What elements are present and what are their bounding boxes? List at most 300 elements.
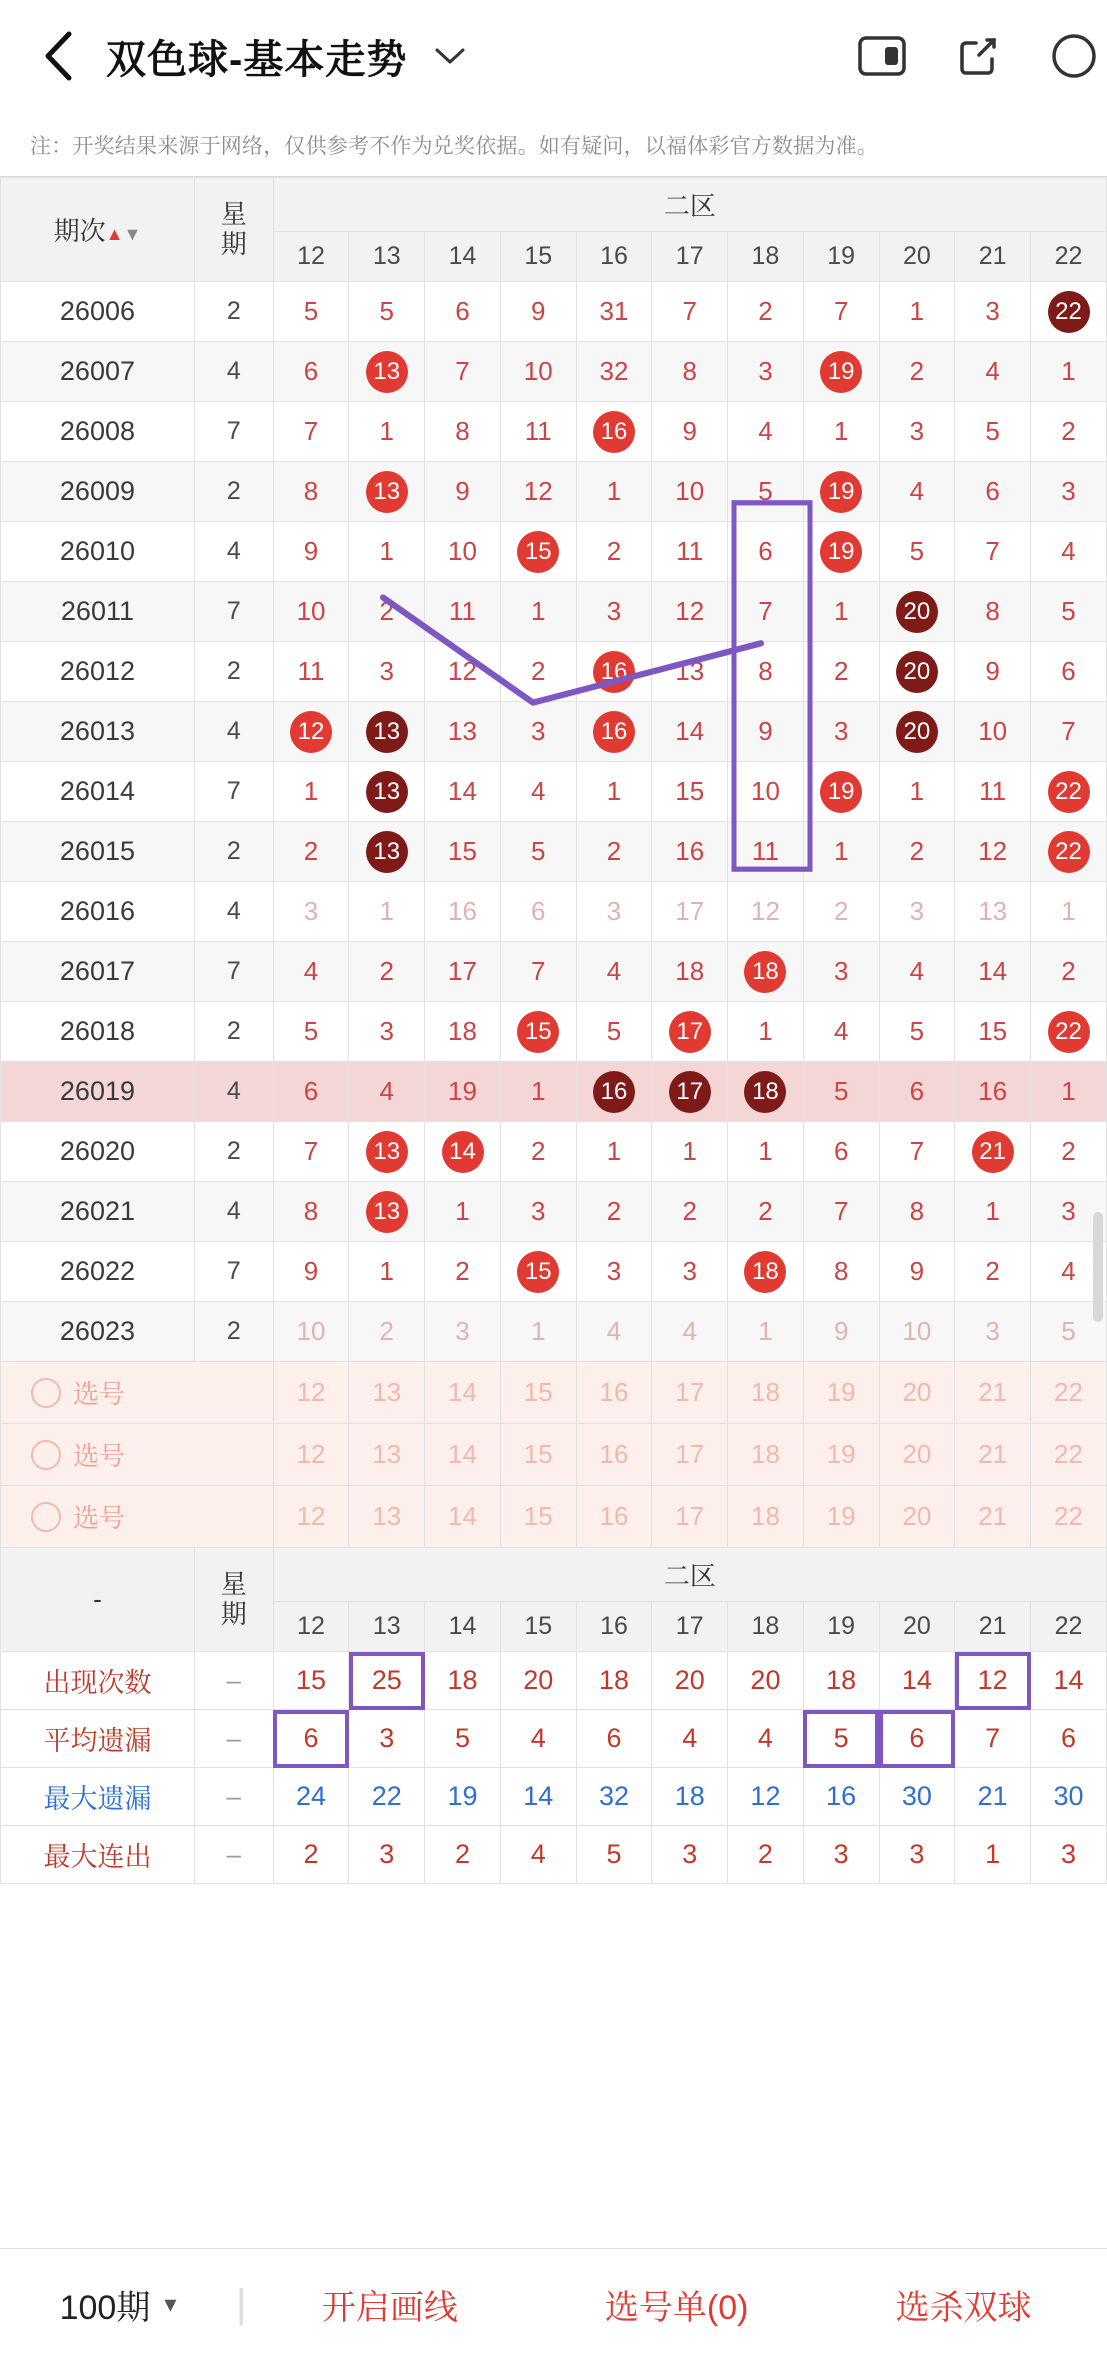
pick-row[interactable] [1,1486,1107,1548]
hit-cell[interactable] [728,942,804,1002]
miss-cell[interactable]: 3 [1031,1182,1107,1242]
miss-cell[interactable]: 1 [879,282,955,342]
miss-cell[interactable]: 3 [803,702,879,762]
pick-sheet-button[interactable]: 选号单(0) [604,2289,749,2327]
miss-cell[interactable]: 5 [273,282,349,342]
header-issue[interactable]: - [1,1548,195,1652]
miss-cell[interactable]: 2 [500,1122,576,1182]
miss-cell[interactable]: 1 [576,762,652,822]
col-number-19[interactable]: 19 [803,232,879,282]
miss-cell[interactable]: 10 [728,762,804,822]
row-issue[interactable]: 26018 [1,1002,195,1062]
pick-cell[interactable]: 16 [576,1362,652,1424]
pick-row[interactable] [1,1424,1107,1486]
miss-cell[interactable]: 2 [576,1182,652,1242]
row-issue[interactable]: 26012 [1,642,195,702]
miss-cell[interactable]: 10 [879,1302,955,1362]
miss-cell[interactable]: 10 [273,1302,349,1362]
pick-cell[interactable]: 12 [273,1362,349,1424]
pick-cell[interactable]: 18 [728,1424,804,1486]
back-button[interactable] [28,26,88,86]
miss-cell[interactable]: 1 [728,1122,804,1182]
pick-cell[interactable]: 12 [273,1424,349,1486]
miss-cell[interactable]: 1 [349,402,425,462]
table-row[interactable] [1,1302,1107,1362]
miss-cell[interactable]: 19 [425,1062,501,1122]
miss-cell[interactable]: 4 [576,1302,652,1362]
miss-cell[interactable]: 17 [652,882,728,942]
hit-cell[interactable] [1031,282,1107,342]
miss-cell[interactable]: 1 [1031,342,1107,402]
pick-row[interactable] [1,1362,1107,1424]
hit-cell[interactable] [576,642,652,702]
more-icon[interactable] [1043,25,1105,87]
miss-cell[interactable]: 9 [273,522,349,582]
miss-cell[interactable]: 11 [425,582,501,642]
split-window-icon[interactable] [851,25,913,87]
pick-cell[interactable]: 22 [1031,1362,1107,1424]
miss-cell[interactable]: 7 [955,522,1031,582]
miss-cell[interactable]: 5 [1031,582,1107,642]
miss-cell[interactable]: 4 [652,1302,728,1362]
hit-cell[interactable] [803,462,879,522]
row-issue[interactable]: 26020 [1,1122,195,1182]
pick-cell[interactable]: 14 [425,1424,501,1486]
miss-cell[interactable]: 3 [1031,462,1107,522]
miss-cell[interactable]: 18 [652,942,728,1002]
miss-cell[interactable]: 3 [652,1242,728,1302]
hit-cell[interactable] [803,762,879,822]
miss-cell[interactable]: 3 [349,1002,425,1062]
hit-cell[interactable] [879,582,955,642]
miss-cell[interactable]: 5 [500,822,576,882]
row-issue[interactable]: 26021 [1,1182,195,1242]
miss-cell[interactable]: 13 [425,702,501,762]
miss-cell[interactable]: 7 [273,1122,349,1182]
miss-cell[interactable]: 2 [576,522,652,582]
miss-cell[interactable]: 9 [425,462,501,522]
miss-cell[interactable]: 1 [349,1242,425,1302]
miss-cell[interactable]: 10 [273,582,349,642]
hit-cell[interactable] [349,822,425,882]
miss-cell[interactable]: 11 [652,522,728,582]
miss-cell[interactable]: 8 [955,582,1031,642]
miss-cell[interactable]: 7 [500,942,576,1002]
miss-cell[interactable]: 1 [728,1302,804,1362]
miss-cell[interactable]: 9 [652,402,728,462]
miss-cell[interactable]: 8 [273,462,349,522]
miss-cell[interactable]: 15 [652,762,728,822]
miss-cell[interactable]: 2 [273,822,349,882]
col-number-18[interactable]: 18 [728,232,804,282]
miss-cell[interactable]: 6 [955,462,1031,522]
row-issue[interactable]: 26014 [1,762,195,822]
pick-label[interactable]: 选号 [1,1486,274,1548]
miss-cell[interactable]: 13 [652,642,728,702]
miss-cell[interactable]: 1 [1031,882,1107,942]
hit-cell[interactable] [349,762,425,822]
miss-cell[interactable]: 2 [349,582,425,642]
miss-cell[interactable]: 1 [425,1182,501,1242]
miss-cell[interactable]: 6 [273,1062,349,1122]
miss-cell[interactable]: 2 [500,642,576,702]
miss-cell[interactable]: 14 [955,942,1031,1002]
col-number-20[interactable]: 20 [879,232,955,282]
col-number-15[interactable]: 15 [500,232,576,282]
miss-cell[interactable]: 1 [879,762,955,822]
miss-cell[interactable]: 4 [273,942,349,1002]
pick-cell[interactable]: 21 [955,1362,1031,1424]
table-row[interactable] [1,942,1107,1002]
miss-cell[interactable]: 7 [273,402,349,462]
miss-cell[interactable]: 16 [652,822,728,882]
miss-cell[interactable]: 9 [728,702,804,762]
miss-cell[interactable]: 3 [803,942,879,1002]
row-issue[interactable]: 26016 [1,882,195,942]
hit-cell[interactable] [349,702,425,762]
col-number-13[interactable]: 13 [349,1602,425,1652]
table-row[interactable] [1,702,1107,762]
pick-cell[interactable]: 16 [576,1486,652,1548]
pick-cell[interactable]: 14 [425,1362,501,1424]
col-number-19[interactable]: 19 [803,1602,879,1652]
row-issue[interactable]: 26017 [1,942,195,1002]
pick-cell[interactable]: 22 [1031,1486,1107,1548]
hit-cell[interactable] [728,1062,804,1122]
hit-cell[interactable] [500,1002,576,1062]
miss-cell[interactable]: 5 [576,1002,652,1062]
pick-cell[interactable]: 17 [652,1486,728,1548]
miss-cell[interactable]: 1 [728,1002,804,1062]
hit-cell[interactable] [349,462,425,522]
draw-line-button[interactable]: 开启画线 [321,2289,458,2327]
pick-cell[interactable]: 21 [955,1486,1031,1548]
miss-cell[interactable]: 2 [879,822,955,882]
miss-cell[interactable]: 5 [728,462,804,522]
row-issue[interactable]: 26010 [1,522,195,582]
miss-cell[interactable]: 4 [1031,1242,1107,1302]
miss-cell[interactable]: 5 [803,1062,879,1122]
row-issue[interactable]: 26011 [1,582,195,642]
miss-cell[interactable]: 5 [349,282,425,342]
miss-cell[interactable]: 6 [500,882,576,942]
miss-cell[interactable]: 4 [500,762,576,822]
miss-cell[interactable]: 9 [500,282,576,342]
miss-cell[interactable]: 9 [955,642,1031,702]
miss-cell[interactable]: 1 [576,462,652,522]
table-row[interactable] [1,522,1107,582]
miss-cell[interactable]: 1 [1031,1062,1107,1122]
hit-cell[interactable] [500,1242,576,1302]
miss-cell[interactable]: 3 [955,282,1031,342]
miss-cell[interactable]: 1 [500,1302,576,1362]
pick-cell[interactable]: 13 [349,1424,425,1486]
col-number-21[interactable]: 21 [955,232,1031,282]
row-issue[interactable]: 26015 [1,822,195,882]
miss-cell[interactable]: 5 [879,1002,955,1062]
miss-cell[interactable]: 3 [728,342,804,402]
miss-cell[interactable]: 12 [728,882,804,942]
hit-cell[interactable] [576,402,652,462]
miss-cell[interactable]: 16 [425,882,501,942]
table-row[interactable] [1,1122,1107,1182]
hit-cell[interactable] [728,1242,804,1302]
pick-cell[interactable]: 16 [576,1424,652,1486]
col-number-20[interactable]: 20 [879,1602,955,1652]
miss-cell[interactable]: 10 [652,462,728,522]
miss-cell[interactable]: 12 [500,462,576,522]
miss-cell[interactable]: 6 [273,342,349,402]
col-number-16[interactable]: 16 [576,232,652,282]
col-number-22[interactable]: 22 [1031,1602,1107,1652]
table-row[interactable] [1,402,1107,462]
miss-cell[interactable]: 2 [728,1182,804,1242]
table-row[interactable] [1,1002,1107,1062]
miss-cell[interactable]: 2 [1031,402,1107,462]
table-row[interactable] [1,1182,1107,1242]
pick-cell[interactable]: 18 [728,1362,804,1424]
col-number-18[interactable]: 18 [728,1602,804,1652]
header-issue-sort[interactable]: 期次▲▼ [1,178,195,282]
miss-cell[interactable]: 2 [349,1302,425,1362]
miss-cell[interactable]: 2 [803,642,879,702]
miss-cell[interactable]: 7 [1031,702,1107,762]
miss-cell[interactable]: 3 [425,1302,501,1362]
table-row[interactable] [1,1062,1107,1122]
row-issue[interactable]: 26023 [1,1302,195,1362]
pick-cell[interactable]: 19 [803,1362,879,1424]
miss-cell[interactable]: 2 [879,342,955,402]
miss-cell[interactable]: 5 [955,402,1031,462]
miss-cell[interactable]: 11 [500,402,576,462]
col-number-15[interactable]: 15 [500,1602,576,1652]
miss-cell[interactable]: 8 [652,342,728,402]
miss-cell[interactable]: 6 [425,282,501,342]
miss-cell[interactable]: 3 [576,582,652,642]
miss-cell[interactable]: 3 [500,702,576,762]
pick-cell[interactable]: 13 [349,1486,425,1548]
row-issue[interactable]: 26006 [1,282,195,342]
miss-cell[interactable]: 2 [728,282,804,342]
miss-cell[interactable]: 7 [803,1182,879,1242]
pick-cell[interactable]: 20 [879,1424,955,1486]
miss-cell[interactable]: 8 [273,1182,349,1242]
miss-cell[interactable]: 5 [273,1002,349,1062]
hit-cell[interactable] [1031,822,1107,882]
table-row[interactable] [1,342,1107,402]
table-row[interactable] [1,822,1107,882]
miss-cell[interactable]: 8 [425,402,501,462]
miss-cell[interactable]: 17 [425,942,501,1002]
miss-cell[interactable]: 12 [955,822,1031,882]
miss-cell[interactable]: 1 [500,582,576,642]
miss-cell[interactable]: 7 [652,282,728,342]
hit-cell[interactable] [349,1182,425,1242]
miss-cell[interactable]: 8 [728,642,804,702]
miss-cell[interactable]: 2 [425,1242,501,1302]
miss-cell[interactable]: 11 [273,642,349,702]
miss-cell[interactable]: 12 [652,582,728,642]
hit-cell[interactable] [349,1122,425,1182]
pick-cell[interactable]: 21 [955,1424,1031,1486]
hit-cell[interactable] [652,1062,728,1122]
miss-cell[interactable]: 8 [879,1182,955,1242]
miss-cell[interactable]: 7 [425,342,501,402]
col-number-14[interactable]: 14 [425,1602,501,1652]
miss-cell[interactable]: 14 [425,762,501,822]
miss-cell[interactable]: 16 [955,1062,1031,1122]
pick-cell[interactable]: 12 [273,1486,349,1548]
hit-cell[interactable] [879,702,955,762]
miss-cell[interactable]: 4 [879,462,955,522]
table-row[interactable] [1,1242,1107,1302]
miss-cell[interactable]: 11 [955,762,1031,822]
miss-cell[interactable]: 1 [273,762,349,822]
col-number-12[interactable]: 12 [273,232,349,282]
miss-cell[interactable]: 3 [576,1242,652,1302]
row-issue[interactable]: 26019 [1,1062,195,1122]
miss-cell[interactable]: 9 [803,1302,879,1362]
pick-cell[interactable]: 15 [500,1424,576,1486]
hit-cell[interactable] [273,702,349,762]
row-issue[interactable]: 26013 [1,702,195,762]
pick-cell[interactable]: 17 [652,1362,728,1424]
miss-cell[interactable]: 4 [576,942,652,1002]
miss-cell[interactable]: 4 [955,342,1031,402]
miss-cell[interactable]: 31 [576,282,652,342]
hit-cell[interactable] [652,1002,728,1062]
miss-cell[interactable]: 3 [576,882,652,942]
miss-cell[interactable]: 2 [803,882,879,942]
miss-cell[interactable]: 3 [349,642,425,702]
table-row[interactable] [1,282,1107,342]
miss-cell[interactable]: 8 [803,1242,879,1302]
miss-cell[interactable]: 15 [955,1002,1031,1062]
miss-cell[interactable]: 2 [576,822,652,882]
table-row[interactable] [1,642,1107,702]
pick-label[interactable]: 选号 [1,1424,274,1486]
hit-cell[interactable] [576,702,652,762]
hit-cell[interactable] [955,1122,1031,1182]
miss-cell[interactable]: 18 [425,1002,501,1062]
miss-cell[interactable]: 2 [349,942,425,1002]
miss-cell[interactable]: 4 [349,1062,425,1122]
miss-cell[interactable]: 4 [879,942,955,1002]
miss-cell[interactable]: 10 [425,522,501,582]
col-number-13[interactable]: 13 [349,232,425,282]
miss-cell[interactable]: 4 [728,402,804,462]
miss-cell[interactable]: 1 [803,822,879,882]
pick-label[interactable]: 选号 [1,1362,274,1424]
miss-cell[interactable]: 9 [273,1242,349,1302]
table-row[interactable] [1,462,1107,522]
pick-cell[interactable]: 17 [652,1424,728,1486]
miss-cell[interactable]: 5 [1031,1302,1107,1362]
miss-cell[interactable]: 1 [349,522,425,582]
hit-cell[interactable] [803,342,879,402]
share-icon[interactable] [947,25,1009,87]
col-number-17[interactable]: 17 [652,232,728,282]
miss-cell[interactable]: 2 [955,1242,1031,1302]
miss-cell[interactable]: 13 [955,882,1031,942]
miss-cell[interactable]: 1 [349,882,425,942]
pick-cell[interactable]: 18 [728,1486,804,1548]
miss-cell[interactable]: 7 [803,282,879,342]
table-row[interactable] [1,582,1107,642]
miss-cell[interactable]: 5 [879,522,955,582]
table-row[interactable] [1,762,1107,822]
miss-cell[interactable]: 6 [728,522,804,582]
pick-cell[interactable]: 20 [879,1362,955,1424]
col-number-12[interactable]: 12 [273,1602,349,1652]
col-number-14[interactable]: 14 [425,232,501,282]
miss-cell[interactable]: 3 [273,882,349,942]
pick-cell[interactable]: 20 [879,1486,955,1548]
miss-cell[interactable]: 14 [652,702,728,762]
miss-cell[interactable]: 6 [879,1062,955,1122]
trend-table-wrap[interactable] [0,176,1107,1884]
miss-cell[interactable]: 2 [1031,942,1107,1002]
miss-cell[interactable]: 2 [652,1182,728,1242]
miss-cell[interactable]: 15 [425,822,501,882]
miss-cell[interactable]: 1 [652,1122,728,1182]
hit-cell[interactable] [1031,1002,1107,1062]
vertical-scrollbar[interactable] [1093,1212,1103,1322]
miss-cell[interactable]: 1 [500,1062,576,1122]
pick-cell[interactable]: 19 [803,1424,879,1486]
miss-cell[interactable]: 10 [500,342,576,402]
miss-cell[interactable]: 3 [879,882,955,942]
miss-cell[interactable]: 12 [425,642,501,702]
row-issue[interactable]: 26022 [1,1242,195,1302]
col-number-17[interactable]: 17 [652,1602,728,1652]
miss-cell[interactable]: 1 [955,1182,1031,1242]
hit-cell[interactable] [349,342,425,402]
miss-cell[interactable]: 4 [803,1002,879,1062]
col-number-22[interactable]: 22 [1031,232,1107,282]
pick-cell[interactable]: 19 [803,1486,879,1548]
table-row[interactable] [1,882,1107,942]
hit-cell[interactable] [576,1062,652,1122]
miss-cell[interactable]: 1 [803,582,879,642]
pick-cell[interactable]: 14 [425,1486,501,1548]
miss-cell[interactable]: 4 [1031,522,1107,582]
miss-cell[interactable]: 32 [576,342,652,402]
row-issue[interactable]: 26008 [1,402,195,462]
miss-cell[interactable]: 3 [500,1182,576,1242]
miss-cell[interactable]: 9 [879,1242,955,1302]
pick-cell[interactable]: 15 [500,1486,576,1548]
col-number-21[interactable]: 21 [955,1602,1031,1652]
miss-cell[interactable]: 11 [728,822,804,882]
row-issue[interactable]: 26007 [1,342,195,402]
miss-cell[interactable]: 6 [1031,642,1107,702]
hit-cell[interactable] [425,1122,501,1182]
miss-cell[interactable]: 10 [955,702,1031,762]
miss-cell[interactable]: 7 [879,1122,955,1182]
hit-cell[interactable] [803,522,879,582]
period-selector[interactable] [0,2249,236,2360]
miss-cell[interactable]: 6 [803,1122,879,1182]
miss-cell[interactable]: 1 [576,1122,652,1182]
row-issue[interactable]: 26009 [1,462,195,522]
miss-cell[interactable]: 2 [1031,1122,1107,1182]
miss-cell[interactable]: 1 [803,402,879,462]
miss-cell[interactable]: 7 [728,582,804,642]
pick-cell[interactable]: 13 [349,1362,425,1424]
miss-cell[interactable]: 3 [879,402,955,462]
hit-cell[interactable] [500,522,576,582]
